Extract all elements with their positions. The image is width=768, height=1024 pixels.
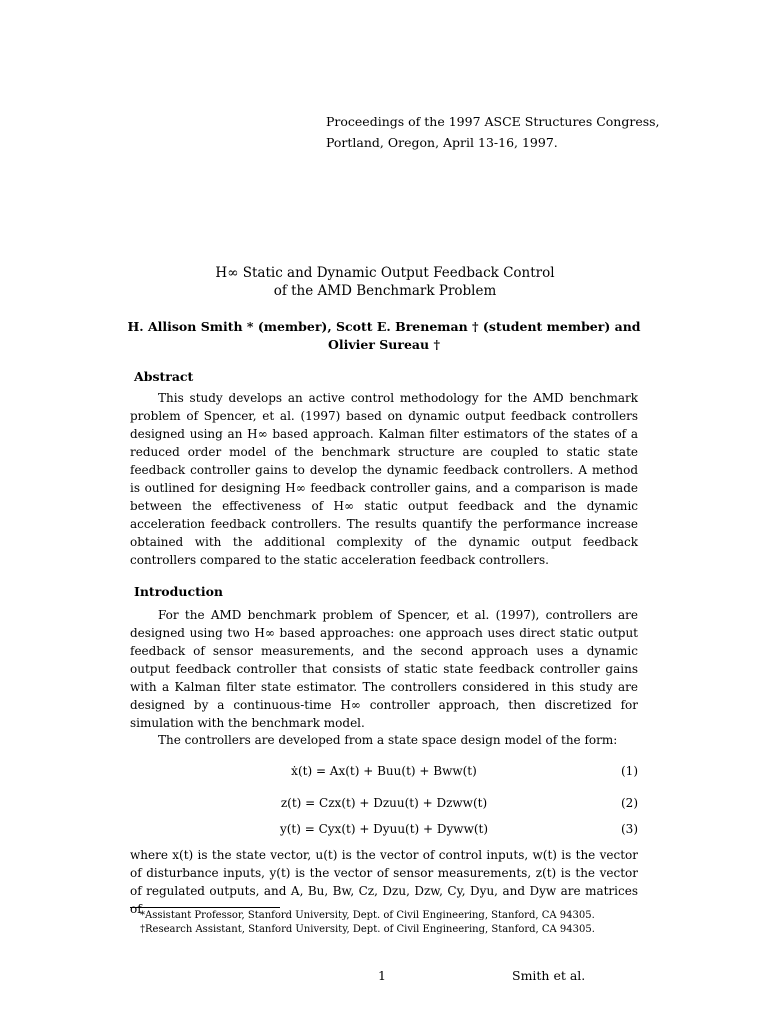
equation-2-expression: z(t) = Czx(t) + Dzuu(t) + Dzww(t) — [280, 796, 488, 810]
authors-line-2: Olivier Sureau † — [327, 337, 441, 352]
equation-3-number: (3) — [621, 822, 638, 836]
introduction-paragraph-2: The controllers are developed from a state space design model of the form: — [158, 733, 618, 747]
introduction-paragraph-1: For the AMD benchmark problem of Spencer, et al. (1997), controllers are designed using two H∞ based approaches: one approach uses direct static output feedback of sensor measurements, and the second approach uses a dynamic output feedback controller that consists of static state feedback controller gains with a Kalman filter state estimator. The controllers considered in this study are designed by a continuous-time H∞ controller approach, then discretized for simulation with the benchmark model. — [130, 608, 638, 730]
equation-3 — [130, 820, 638, 838]
equation-1-number: (1) — [621, 764, 638, 778]
equation-3-expression: y(t) = Cyx(t) + Dyuu(t) + Dyww(t) — [279, 822, 489, 836]
title-line-2: of the AMD Benchmark Problem — [273, 283, 497, 299]
introduction-continuation: where x(t) is the state vector, u(t) is the vector of control inputs, w(t) is the vector of disturbance inputs, y(t) is the vector of sensor measurements, z(t) is the vector of regulated outputs, and A, Bu, Bw, Cz, Dzu, Dzw, Cy, Dyu, and Dyw are matrices of — [130, 848, 638, 916]
proceedings-line-2: Portland, Oregon, April 13-16, 1997. — [326, 135, 558, 150]
running-head: Smith et al. — [512, 968, 586, 983]
equation-2 — [130, 794, 638, 812]
equation-2-number: (2) — [621, 796, 638, 810]
abstract-text: This study develops an active control methodology for the AMD benchmark problem of Spencer, et al. (1997) based on dynamic output feedback controllers designed using an H∞ based approach. Kalman filter estimators of the states of a reduced order model of the benchmark structure are coupled to static state feedback controller gains to develop the dynamic feedback controllers. A method is outlined for designing H∞ feedback controller gains, and a comparison is made between the effectiveness of H∞ static output feedback and the dynamic acceleration feedback controllers. The results quantify the performance increase obtained with the additional complexity of the dynamic output feedback controllers compared to the static acceleration feedback controllers. — [130, 391, 638, 567]
footnote-divider — [130, 907, 280, 908]
abstract-heading: Abstract — [134, 369, 194, 384]
title-line-1: H∞ Static and Dynamic Output Feedback Control — [215, 265, 555, 281]
introduction-heading: Introduction — [134, 584, 224, 599]
equation-1 — [130, 762, 638, 780]
authors-line-1: H. Allison Smith * (member), Scott E. Breneman † (student member) and — [127, 319, 641, 334]
footnote-1: *Assistant Professor, Stanford University, Dept. of Civil Engineering, Stanford, CA 94305. — [140, 910, 595, 921]
footnote-2: †Research Assistant, Stanford University, Dept. of Civil Engineering, Stanford, CA 94305. — [140, 924, 595, 935]
equation-1-expression: ẋ(t) = Ax(t) + Buu(t) + Bww(t) — [291, 764, 477, 778]
proceedings-header — [326, 111, 660, 153]
proceedings-line-1: Proceedings of the 1997 ASCE Structures Congress, — [326, 114, 660, 129]
author-list — [118, 318, 650, 354]
page-number: 1 — [378, 968, 386, 983]
paper-title — [150, 264, 620, 300]
